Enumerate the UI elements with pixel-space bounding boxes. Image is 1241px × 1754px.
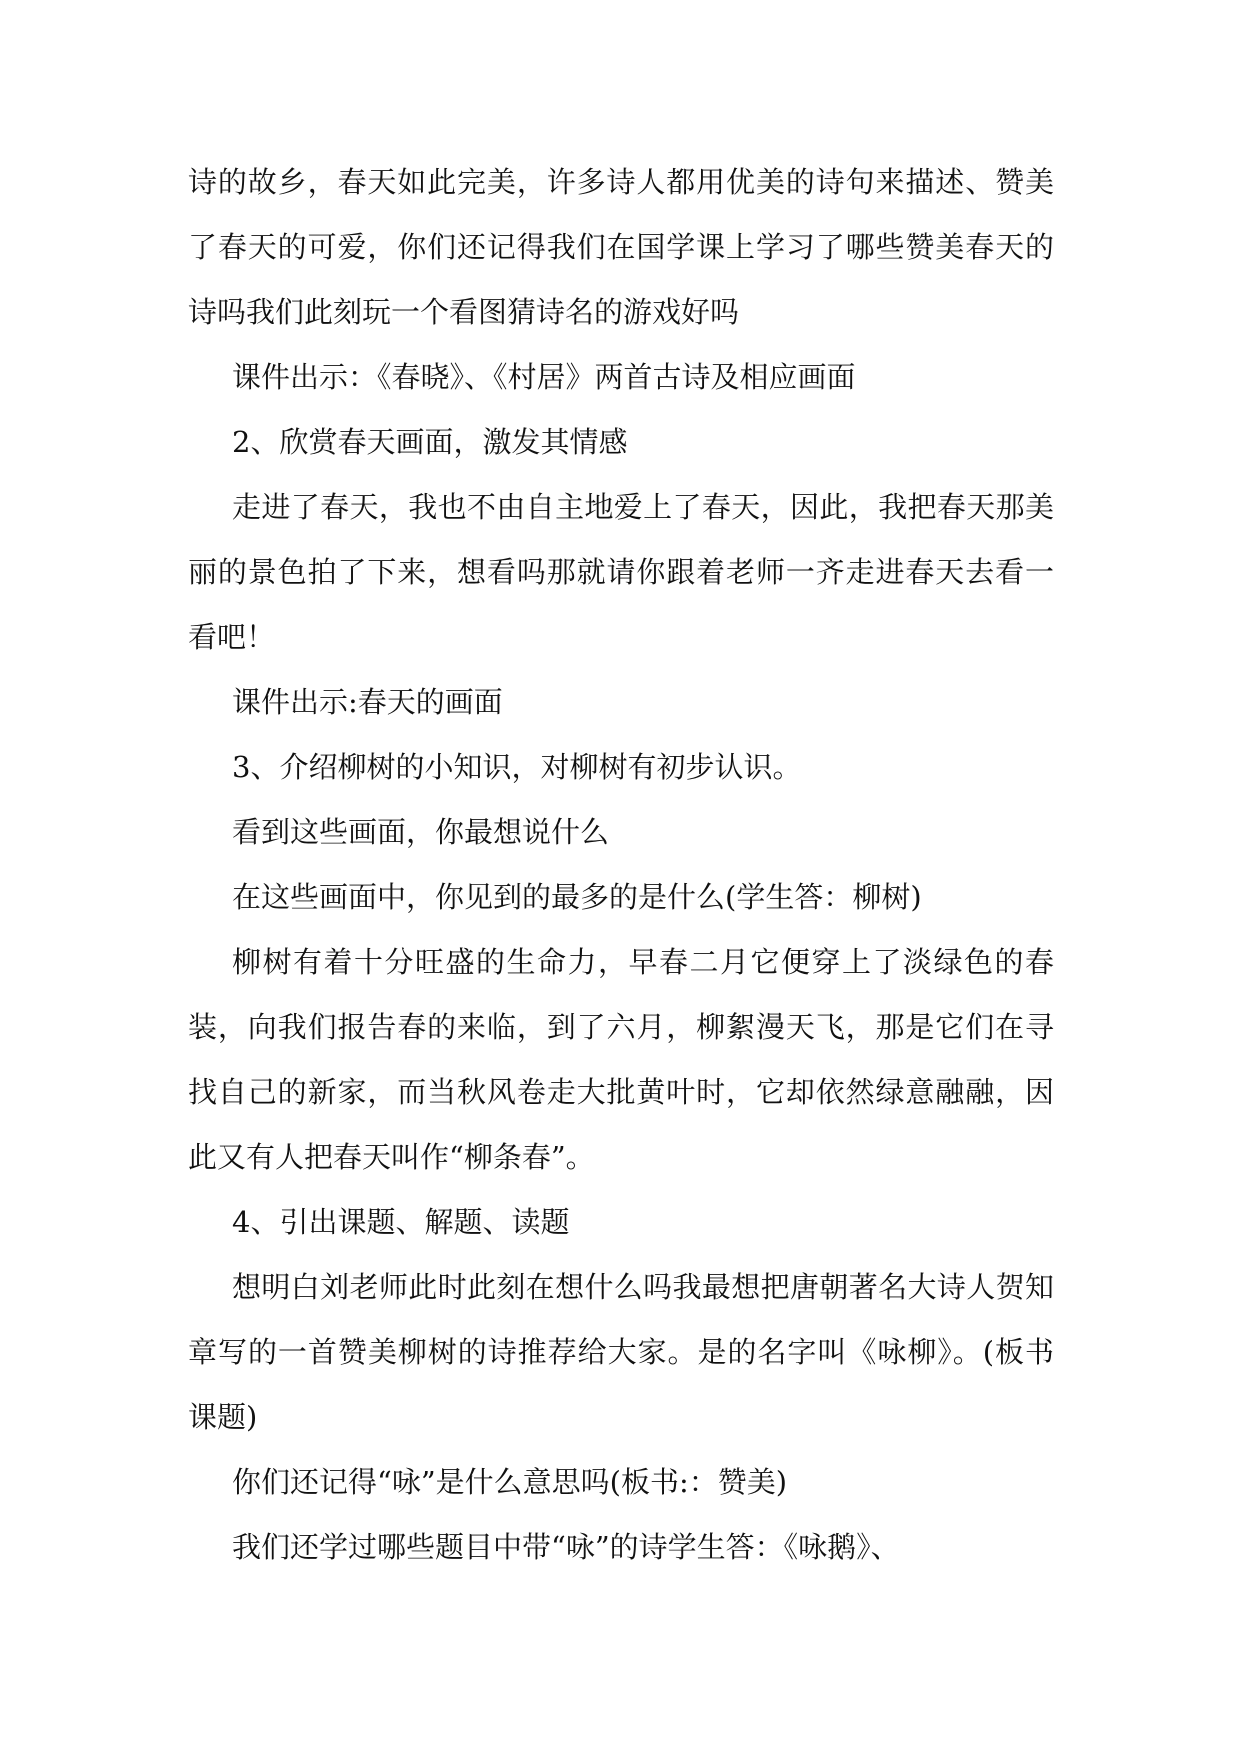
- paragraph-2: 课件出示：《春晓》、《村居》两首古诗及相应画面: [232, 360, 856, 394]
- paragraph-1: 诗的故乡，春天如此完美，许多诗人都用优美的诗句来描述、赞美了春天的可爱，你们还记得我们在国学课上学习了哪些赞美春天的诗吗我们此刻玩一个看图猜诗名的游戏好吗: [188, 165, 1054, 329]
- paragraph-10: 4、引出课题、解题、读题: [232, 1205, 570, 1239]
- paragraph-12: 你们还记得“咏”是什么意思吗(板书:：赞美): [232, 1465, 788, 1499]
- paragraph-9: 柳树有着十分旺盛的生命力，早春二月它便穿上了淡绿色的春装，向我们报告春的来临，到了六月，柳絮漫天飞，那是它们在寻找自己的新家，而当秋风卷走大批黄叶时，它却依然绿意融融，因此又有人把春天叫作“柳条春”。: [188, 945, 1054, 1174]
- paragraph-3: 2、欣赏春天画面，激发其情感: [232, 425, 628, 459]
- paragraph-6: 3、介绍柳树的小知识，对柳树有初步认识。: [232, 750, 802, 784]
- document-body: [188, 150, 1054, 1580]
- paragraph-7: 看到这些画面，你最想说什么: [232, 815, 610, 849]
- paragraph-11: 想明白刘老师此时此刻在想什么吗我最想把唐朝著名大诗人贺知章写的一首赞美柳树的诗推荐给大家。是的名字叫《咏柳》。(板书课题): [188, 1270, 1054, 1434]
- paragraph-4: 走进了春天，我也不由自主地爱上了春天，因此，我把春天那美丽的景色拍了下来，想看吗那就请你跟着老师一齐走进春天去看一看吧！: [188, 490, 1054, 654]
- paragraph-13: 我们还学过哪些题目中带“咏”的诗学生答：《咏鹅》、: [232, 1530, 900, 1564]
- paragraph-5: 课件出示:春天的画面: [232, 685, 503, 719]
- paragraph-8: 在这些画面中，你见到的最多的是什么(学生答：柳树): [232, 880, 922, 914]
